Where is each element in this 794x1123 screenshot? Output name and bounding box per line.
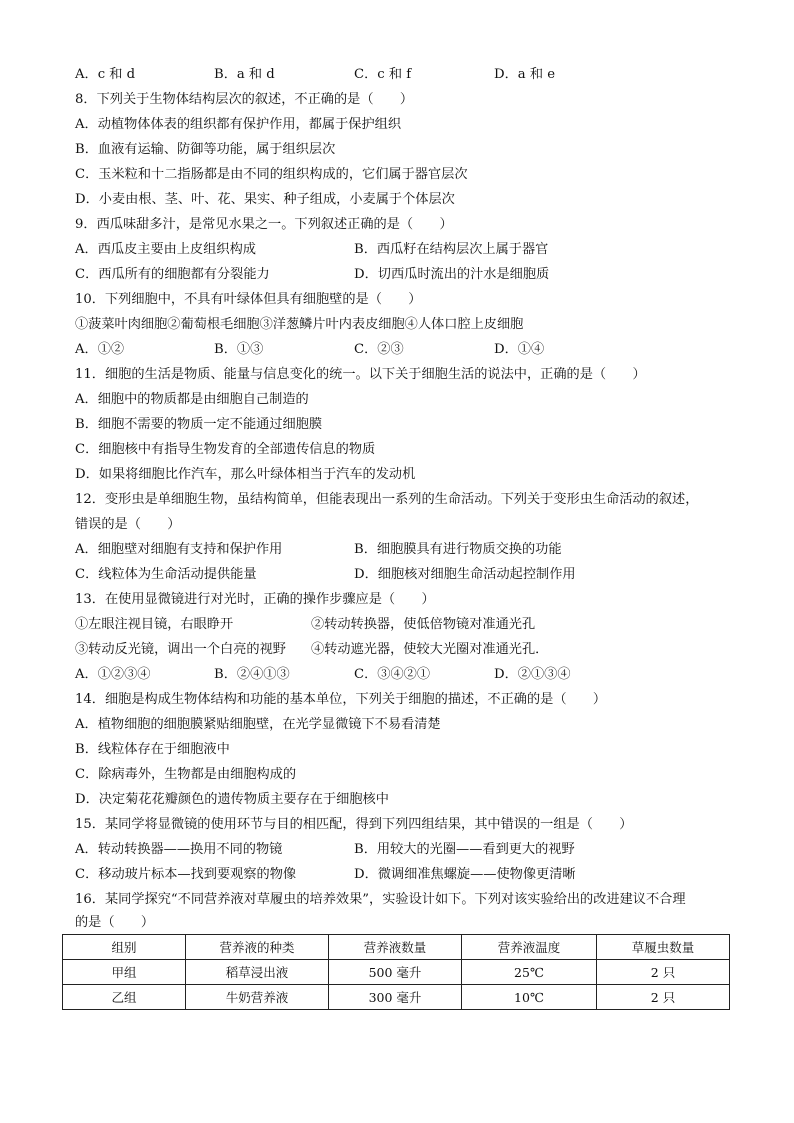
q8-stem: 8．下列关于生物体结构层次的叙述，不正确的是（ ） (75, 92, 414, 107)
q13-option-d[interactable]: D．②①③④ (494, 667, 571, 682)
q13-step-2: ②转动转换器，使低倍物镜对准通光孔 (311, 617, 536, 632)
q13-option-a[interactable]: A．①②③④ (75, 667, 151, 682)
q13-step-4: ④转动遮光器，使较大光圈对准通光孔． (311, 642, 549, 657)
experiment-table (62, 934, 730, 1010)
q14-stem: 14．细胞是构成生物体结构和功能的基本单位，下列关于细胞的描述，不正确的是（ ） (75, 692, 607, 707)
q14-option-b[interactable]: B．线粒体存在于细胞液中 (75, 742, 230, 757)
q11-option-b[interactable]: B．细胞不需要的物质一定不能通过细胞膜 (75, 417, 323, 432)
q10-option-c[interactable]: C．②③ (354, 342, 404, 357)
q12-option-c[interactable]: C．线粒体为生命活动提供能量 (75, 567, 257, 582)
q16-stem-cont: 的是（ ） (75, 915, 155, 930)
q7-option-c[interactable]: C．c 和 f (354, 67, 412, 82)
q10-option-b[interactable]: B．①③ (214, 342, 264, 357)
table-cell: 500 毫升 (329, 960, 462, 985)
q14-option-a[interactable]: A．植物细胞的细胞膜紧贴细胞壁，在光学显微镜下不易看清楚 (75, 717, 441, 732)
table-cell: 300 毫升 (329, 985, 462, 1010)
table-cell: 乙组 (63, 985, 186, 1010)
table-header-row (63, 935, 730, 960)
table-header-cell: 营养液温度 (462, 935, 597, 960)
q13-option-b[interactable]: B．②④①③ (214, 667, 290, 682)
q11-option-d[interactable]: D．如果将细胞比作汽车，那么叶绿体相当于汽车的发动机 (75, 467, 416, 482)
q11-option-c[interactable]: C．细胞核中有指导生物发育的全部遗传信息的物质 (75, 442, 376, 457)
q13-stem: 13．在使用显微镜进行对光时，正确的操作步骤应是（ ） (75, 592, 435, 607)
q10-items: ①菠菜叶肉细胞②葡萄根毛细胞③洋葱鳞片叶内表皮细胞④人体口腔上皮细胞 (75, 317, 524, 332)
q11-stem: 11．细胞的生活是物质、能量与信息变化的统一。以下关于细胞生活的说法中，正确的是（ ） (75, 367, 646, 382)
table-cell: 25℃ (462, 960, 597, 985)
q9-option-b[interactable]: B．西瓜籽在结构层次上属于器官 (354, 242, 549, 257)
table-cell: 牛奶营养液 (186, 985, 329, 1010)
q13-option-c[interactable]: C．③④②① (354, 667, 431, 682)
table-cell: 2 只 (597, 985, 730, 1010)
q12-stem-cont: 错误的是（ ） (75, 517, 181, 532)
q12-option-a[interactable]: A．细胞壁对细胞有支持和保护作用 (75, 542, 283, 557)
q11-option-a[interactable]: A．细胞中的物质都是由细胞自己制造的 (75, 392, 309, 407)
q8-option-a[interactable]: A．动植物体体表的组织都有保护作用，都属于保护组织 (75, 117, 402, 132)
q15-stem: 15．某同学将显微镜的使用环节与目的相匹配，得到下列四组结果，其中错误的一组是（ ） (75, 817, 633, 832)
q9-stem: 9．西瓜味甜多汁，是常见水果之一。下列叙述正确的是（ ） (75, 217, 453, 232)
q15-option-b[interactable]: B．用较大的光圈——看到更大的视野 (354, 842, 575, 857)
table-row (63, 985, 730, 1010)
table-header-cell: 营养液的种类 (186, 935, 329, 960)
q9-option-a[interactable]: A．西瓜皮主要由上皮组织构成 (75, 242, 256, 257)
q12-option-d[interactable]: D．细胞核对细胞生命活动起控制作用 (354, 567, 576, 582)
table-header-cell: 组别 (63, 935, 186, 960)
table-cell: 2 只 (597, 960, 730, 985)
q9-option-c[interactable]: C．西瓜所有的细胞都有分裂能力 (75, 267, 270, 282)
table-cell: 10℃ (462, 985, 597, 1010)
q15-option-a[interactable]: A．转动转换器——换用不同的物镜 (75, 842, 283, 857)
q8-option-b[interactable]: B．血液有运输、防御等功能，属于组织层次 (75, 142, 336, 157)
q14-option-d[interactable]: D．决定菊花花瓣颜色的遗传物质主要存在于细胞核中 (75, 792, 389, 807)
q13-step-1: ①左眼注视目镜，右眼睁开 (75, 617, 234, 632)
q14-option-c[interactable]: C．除病毒外，生物都是由细胞构成的 (75, 767, 297, 782)
q16-stem: 16．某同学探究“不同营养液对草履虫的培养效果”，实验设计如下。下列对该实验给出的改进建议不合理 (75, 892, 686, 907)
q7-option-b[interactable]: B．a 和 d (214, 67, 275, 82)
q13-step-3: ③转动反光镜，调出一个白亮的视野 (75, 642, 286, 657)
q12-stem: 12．变形虫是单细胞生物，虽结构简单，但能表现出一系列的生命活动。下列关于变形虫生命活动的叙述， (75, 492, 699, 507)
table-row (63, 960, 730, 985)
q10-option-a[interactable]: A．①② (75, 342, 125, 357)
q10-option-d[interactable]: D．①④ (494, 342, 545, 357)
q9-option-d[interactable]: D．切西瓜时流出的汁水是细胞质 (354, 267, 550, 282)
q7-option-a[interactable]: A．c 和 d (75, 67, 136, 82)
q15-option-c[interactable]: C．移动玻片标本—找到要观察的物像 (75, 867, 297, 882)
q8-option-c[interactable]: C．玉米粒和十二指肠都是由不同的组织构成的，它们属于器官层次 (75, 167, 468, 182)
q10-stem: 10．下列细胞中，不具有叶绿体但具有细胞壁的是（ ） (75, 292, 422, 307)
table-cell: 甲组 (63, 960, 186, 985)
q15-option-d[interactable]: D．微调细准焦螺旋——使物像更清晰 (354, 867, 576, 882)
q12-option-b[interactable]: B．细胞膜具有进行物质交换的功能 (354, 542, 562, 557)
q8-option-d[interactable]: D．小麦由根、茎、叶、花、果实、种子组成，小麦属于个体层次 (75, 192, 455, 207)
table-header-cell: 草履虫数量 (597, 935, 730, 960)
q7-option-d[interactable]: D．a 和 e (494, 67, 555, 82)
table-header-cell: 营养液数量 (329, 935, 462, 960)
table-cell: 稻草浸出液 (186, 960, 329, 985)
